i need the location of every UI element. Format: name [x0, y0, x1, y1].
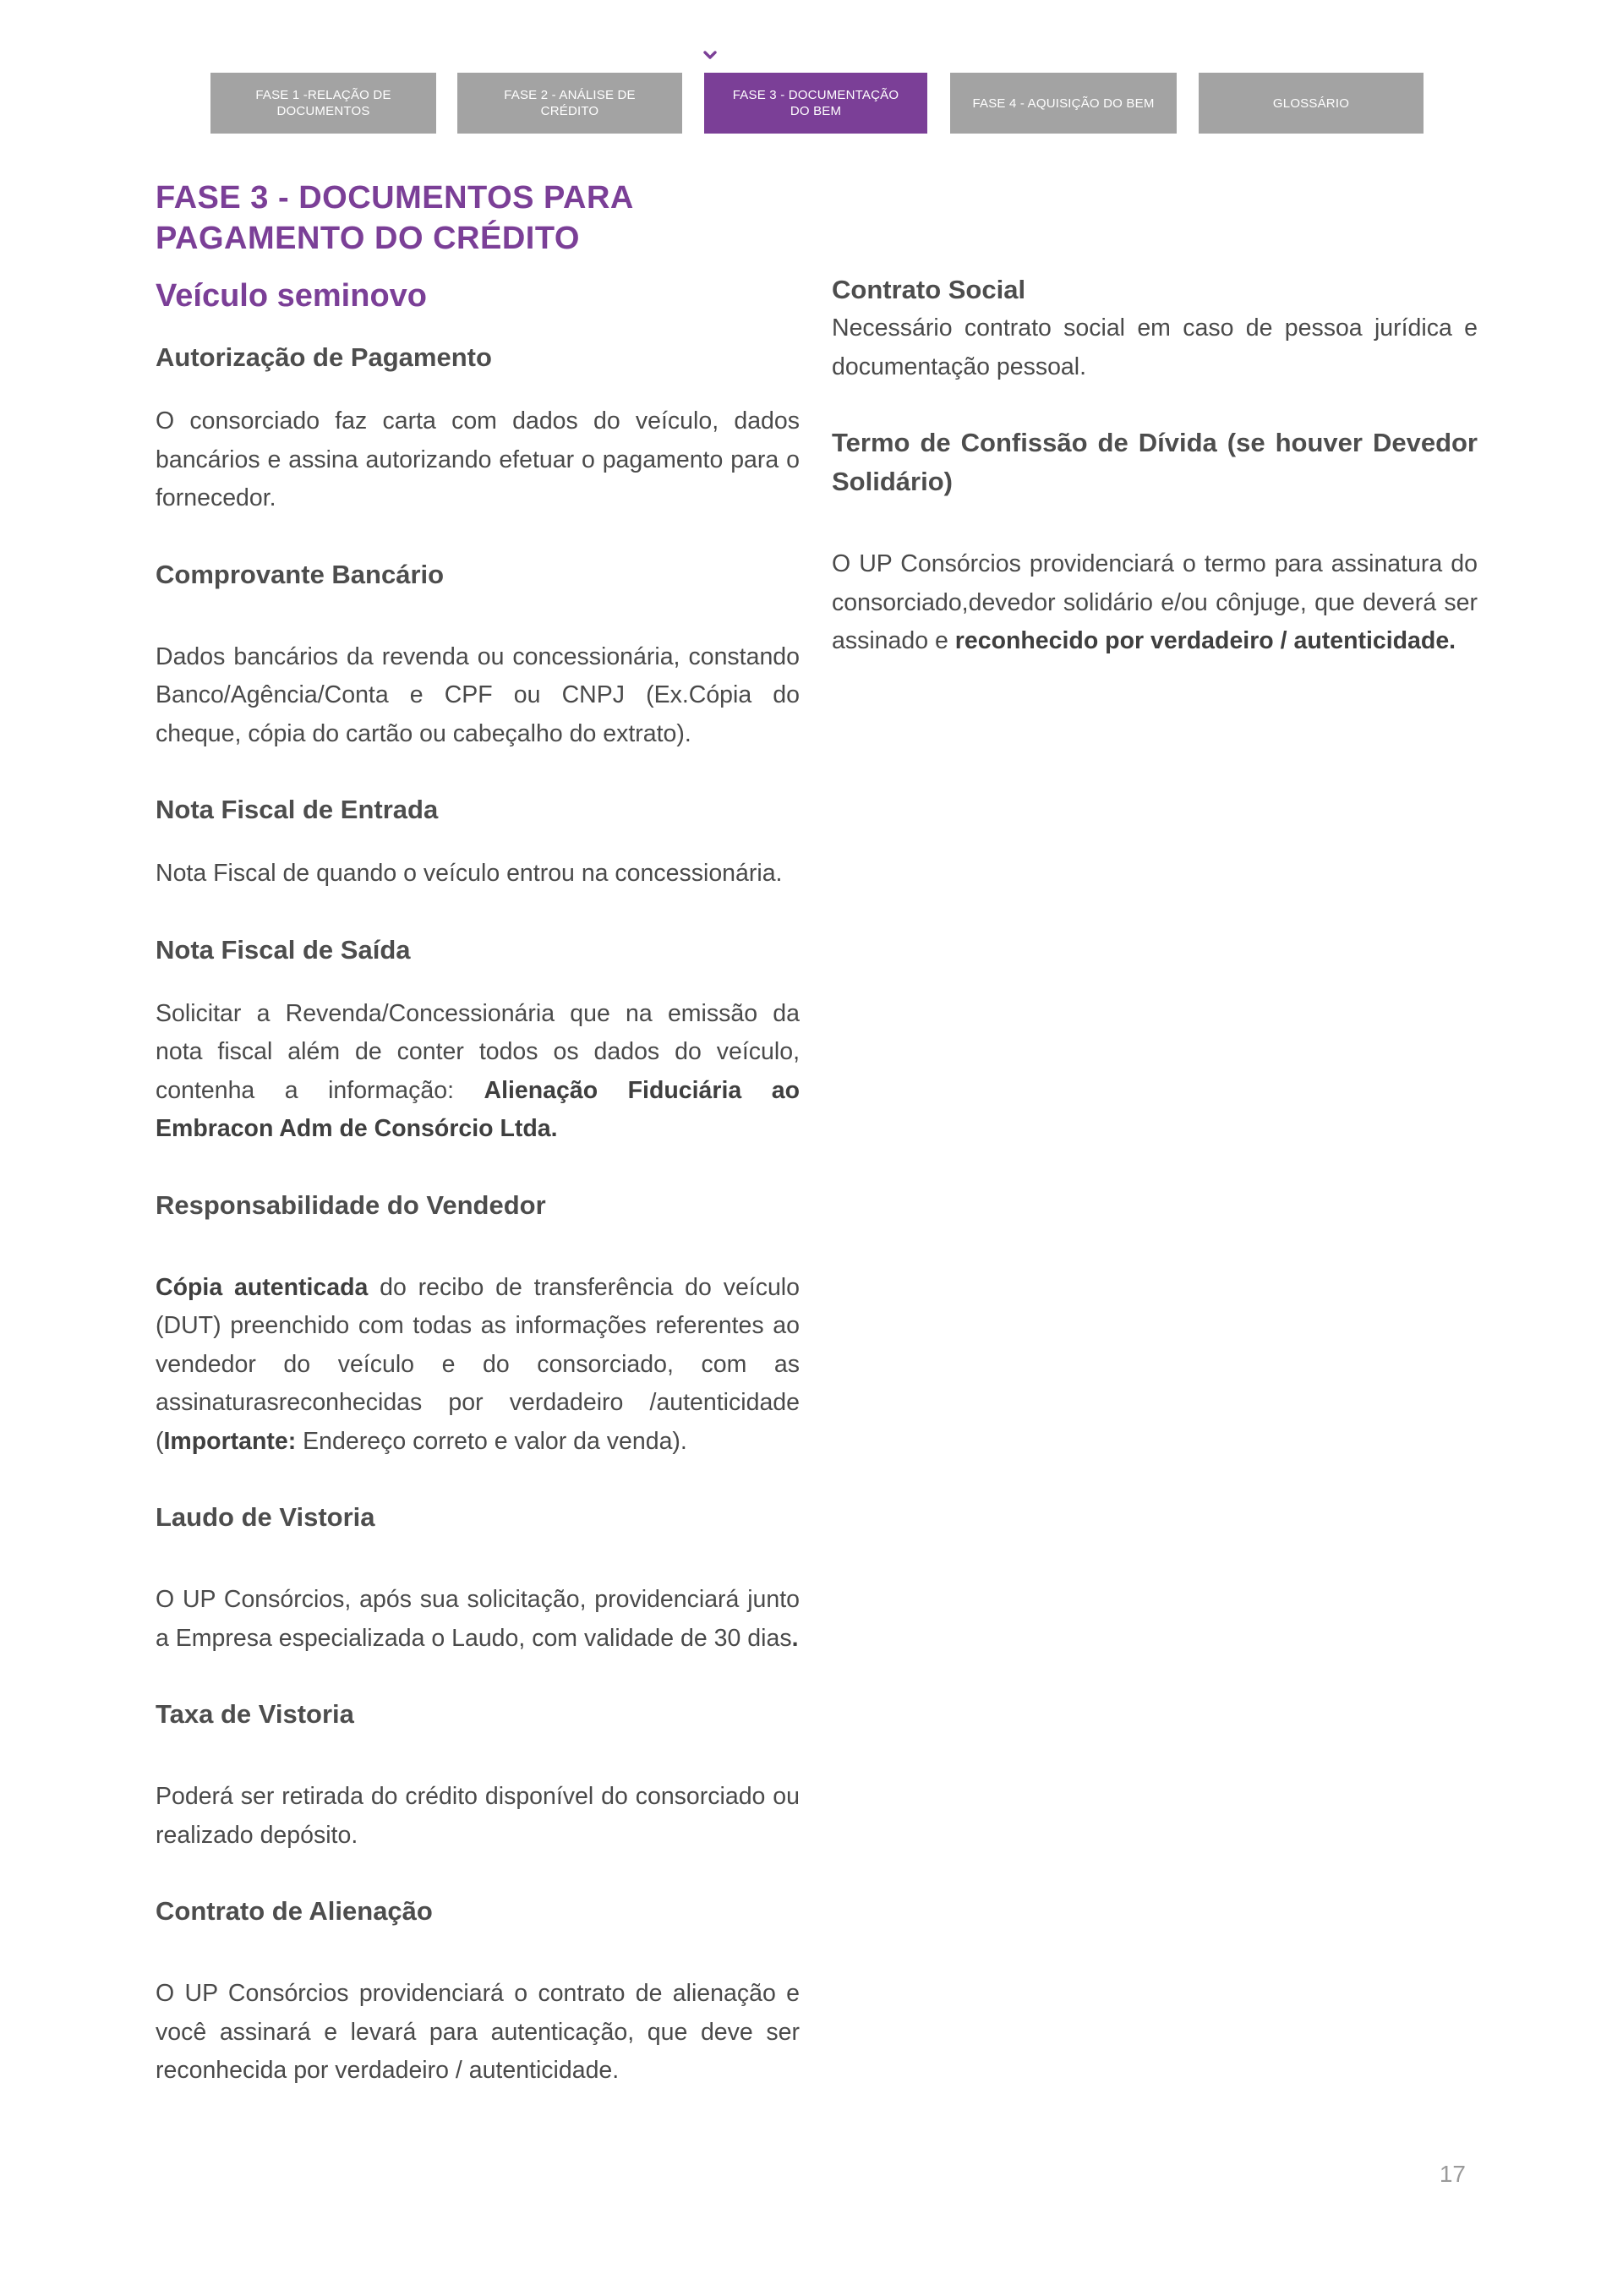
section-text-contrato-social: Necessário contrato social em caso de pessoa jurídica e documentação pessoal.	[832, 314, 1478, 380]
section-title-nf-saida: Nota Fiscal de Saída	[156, 934, 411, 965]
text-run: do recibo de transferência do veículo (DUT) preenchido com todas as informações referentes ao vendedor do veículo e do consorciado, com as assinaturasreconhecidas por verdadeiro /autenticidade (	[156, 1273, 800, 1455]
page-number: 17	[1439, 2161, 1466, 2187]
tab-label: GLOSSÁRIO	[1272, 96, 1350, 111]
left-column	[156, 338, 800, 2091]
section-text-nf-entrada: Nota Fiscal de quando o veículo entrou na concessionária.	[156, 860, 783, 887]
page-subtitle: Veículo seminovo	[156, 278, 427, 314]
phase-tabs	[210, 73, 1424, 134]
section-title-contrato-social: Contrato Social	[832, 275, 1026, 304]
section-text-autorizacao: O consorciado faz carta com dados do veículo, dados bancários e assina autorizando efetuar o pagamento para o fornecedor.	[156, 407, 800, 511]
tab-glossario[interactable]	[1199, 73, 1424, 134]
section-title-comprovante: Comprovante Bancário	[156, 559, 445, 589]
tab-label: FASE 2 - ANÁLISE DE CRÉDITO	[504, 88, 636, 118]
section-title-taxa: Taxa de Vistoria	[156, 1699, 354, 1729]
tab-fase-2[interactable]	[457, 73, 682, 134]
text-run: O UP Consórcios providenciará o termo para assinatura do consorciado,devedor solidário e/ou cônjuge, que deverá ser assinado e	[832, 550, 1478, 654]
section-text-nf-saida	[156, 995, 800, 1149]
tab-fase-3[interactable]	[704, 73, 927, 134]
bold-text-run: Importante:	[163, 1427, 297, 1455]
section-title-responsabilidade: Responsabilidade do Vendedor	[156, 1189, 546, 1220]
tab-fase-1[interactable]	[210, 73, 436, 134]
page-title: FASE 3 - DOCUMENTOS PARA PAGAMENTO DO CRÉDITO	[156, 180, 633, 256]
text-run: O UP Consórcios, após sua solicitação, providenciará junto a Empresa especializada o Laudo, com validade de 30 dias	[156, 1586, 800, 1652]
text-run: Endereço correto e valor da venda).	[296, 1427, 687, 1455]
tab-label: FASE 4 - AQUISIÇÃO DO BEM	[972, 96, 1155, 111]
section-text-comprovante: Dados bancários da revenda ou concessionária, constando Banco/Agência/Conta e CPF ou CNPJ (Ex.Cópia do cheque, cópia do cartão ou cabeçalho do extrato).	[156, 642, 800, 747]
bold-text-run: Alienação Fiduciária ao Embracon Adm de Consórcio Ltda.	[156, 1076, 801, 1142]
text-run: Solicitar a Revenda/Concessionária que na emissão da nota fiscal além de conter todos os dados do veículo, contenha a informação:	[156, 999, 800, 1104]
section-title-termo: Termo de Confissão de Dívida (se houver Devedor Solidário)	[832, 428, 1478, 496]
tab-fase-4[interactable]	[950, 73, 1177, 134]
section-text-termo	[832, 545, 1478, 661]
section-title-contrato-alienacao: Contrato de Alienação	[156, 1896, 433, 1926]
section-text-contrato-alienacao: O UP Consórcios providenciará o contrato de alienação e você assinará e levará para autenticação, que deve ser reconhecida por verdadeiro / autenticidade.	[156, 1980, 800, 2084]
section-text-taxa: Poderá ser retirada do crédito disponível do consorciado ou realizado depósito.	[156, 1783, 800, 1849]
section-text-laudo	[156, 1581, 800, 1658]
section-title-nf-entrada: Nota Fiscal de Entrada	[156, 795, 439, 824]
bold-text-run: .	[791, 1624, 799, 1652]
tab-label: FASE 1 -RELAÇÃO DE DOCUMENTOS	[255, 88, 391, 118]
section-title-autorizacao: Autorização de Pagamento	[156, 342, 492, 372]
tab-label: FASE 3 - DOCUMENTAÇÃO DO BEM	[732, 88, 899, 118]
chevron-down-icon	[703, 49, 717, 63]
right-column	[832, 271, 1478, 661]
bold-text-run: reconhecido por verdadeiro / autenticidade.	[954, 627, 1456, 654]
section-text-responsabilidade	[156, 1269, 800, 1462]
bold-text-run: Cópia autenticada	[156, 1273, 369, 1301]
section-title-laudo: Laudo de Vistoria	[156, 1502, 375, 1532]
